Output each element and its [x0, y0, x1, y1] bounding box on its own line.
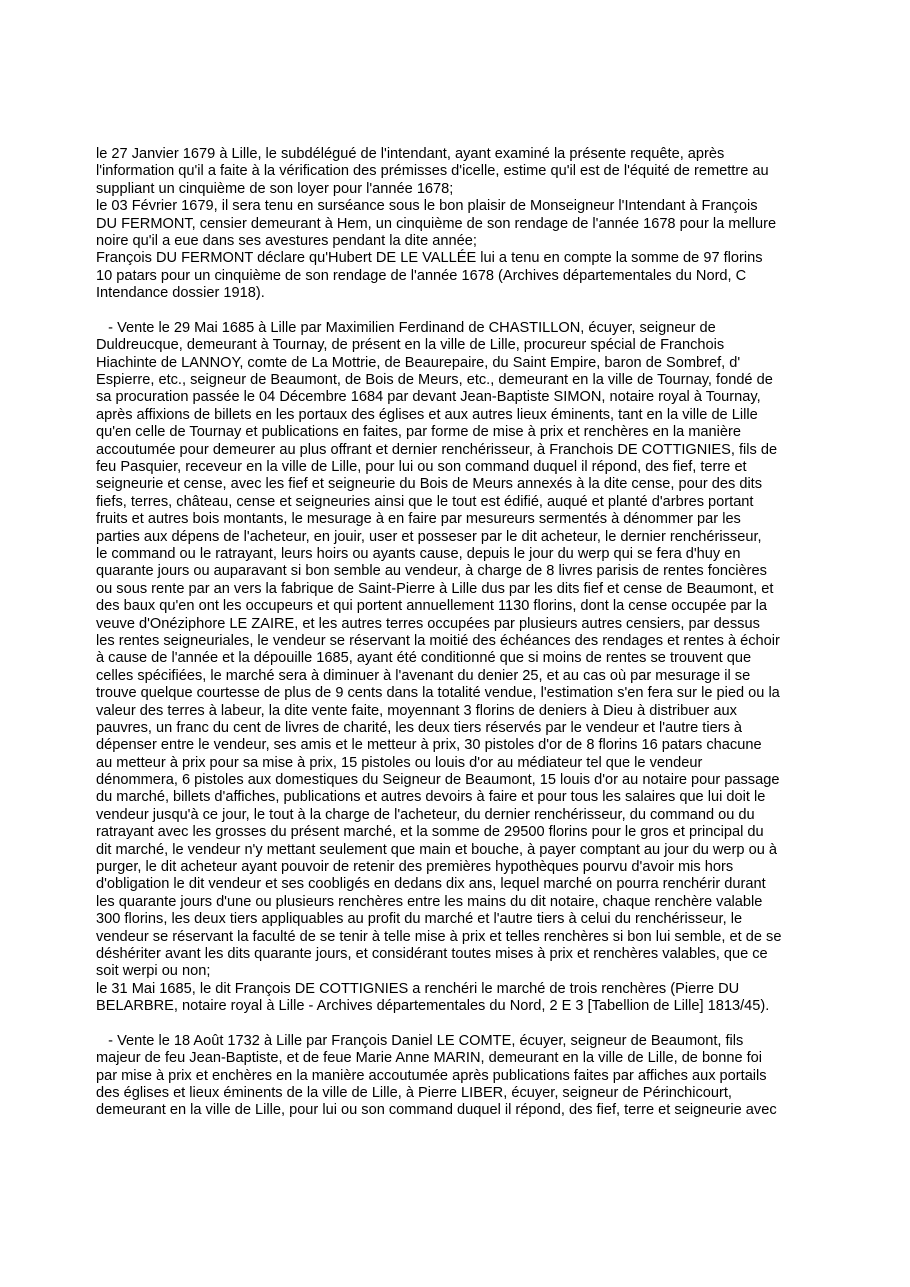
text-line: sa procuration passée le 04 Décembre 1684 par devant Jean-Baptiste SIMON, notaire royal à Tournay, — [96, 389, 761, 406]
text-line: d'obligation le dit vendeur et ses coobligés en dedans dix ans, lequel marché on pourra renchérir durant — [96, 876, 766, 893]
text-line: celles spécifiées, le marché sera à diminuer à l'avenant du denier 25, et au cas où par mesurage il se — [96, 667, 751, 684]
text-line: le 03 Février 1679, il sera tenu en surséance sous le bon plaisir de Monseigneur l'Intendant à François — [96, 198, 758, 215]
text-line: purger, le dit acheteur ayant pouvoir de retenir des premières hypothèques pourvu d'avoir mis hors — [96, 859, 734, 876]
text-line: vendeur jusqu'à ce jour, le tout à la charge de l'acheteur, du dernier renchérisseur, du command ou du — [96, 806, 755, 823]
text-line: des baux qu'en ont les occupeurs et qui portent annuellement 1130 florins, dont la cense occupée par la — [96, 598, 768, 615]
text-line: soit werpi ou non; — [96, 963, 211, 980]
text-line: trouve quelque courtesse de plus de 9 cents dans la totalité vendue, l'estimation s'en fera sur le pied ou la — [96, 685, 780, 702]
text-line: BELARBRE, notaire royal à Lille - Archives départementales du Nord, 2 E 3 [Tabellion de Lille] 1813/45). — [96, 998, 770, 1015]
text-line: majeur de feu Jean-Baptiste, et de feue Marie Anne MARIN, demeurant en la ville de Lille, de bonne foi — [96, 1050, 763, 1067]
paragraph-intendance-1679 — [96, 146, 824, 303]
text-line: après affixions de billets en les portaux des églises et aux autres lieux éminents, tant en la ville de Lille — [96, 406, 758, 423]
text-line: dit marché, le vendeur n'y mettant seulement que main et bouche, à payer comptant au jour du werp ou à — [96, 841, 777, 858]
text-line: veuve d'Onéziphore LE ZAIRE, et les autres terres occupées par plusieurs autres censiers, par dessus — [96, 615, 760, 632]
text-line: accoutumée pour demeurer au plus offrant et dernier renchérisseur, à Franchois DE COTTIGNIES, fils de — [96, 441, 778, 458]
text-line: au metteur à prix pour sa mise à prix, 15 pistoles ou louis d'or au médiateur tel que le vendeur — [96, 754, 703, 771]
text-line: le command ou le ratrayant, leurs hoirs ou ayants cause, depuis le jour du werp qui se fera d'huy en — [96, 545, 741, 562]
text-line: dépenser entre le vendeur, ses amis et le metteur à prix, 30 pistoles d'or de 8 florins 16 patars chacune — [96, 737, 762, 754]
paragraph-spacer — [96, 303, 824, 320]
text-line: pauvres, un franc du cent de livres de charité, les deux tiers réservés par le vendeur et l'autre tiers à — [96, 719, 743, 736]
text-line: parties aux dépens de l'acheteur, en jouir, user et posseser par le dit acheteur, le dernier renchérisseur, — [96, 528, 762, 545]
text-line: Intendance dossier 1918). — [96, 285, 265, 302]
text-line: François DU FERMONT déclare qu'Hubert DE LE VALLÉE lui a tenu en compte la somme de 97 florins — [96, 250, 763, 267]
text-line: valeur des terres à labeur, la dite vente faite, moyennant 3 florins de deniers à Dieu à distribuer aux — [96, 702, 737, 719]
text-line: quarante jours ou auparavant si bon semble au vendeur, à charge de 8 livres parisis de rentes foncières — [96, 563, 767, 580]
text-line: les rentes seigneuriales, le vendeur se réservant la moitié des échéances des rendages et rentes à échoir — [96, 632, 780, 649]
text-line: vendeur se réservant la faculté de se tenir à telle mise à prix et telles renchères si bon lui semble, et de se — [96, 928, 782, 945]
text-line: à cause de l'année et la dépouille 1685, ayant été conditionné que si moins de rentes se trouvent que — [96, 650, 752, 667]
text-line: les quarante jours d'une ou plusieurs renchères entre les mains du dit notaire, chaque renchère valable — [96, 893, 763, 910]
text-line: le 27 Janvier 1679 à Lille, le subdélégué de l'intendant, ayant examiné la présente requête, après — [96, 146, 725, 162]
text-line: DU FERMONT, censier demeurant à Hem, un cinquième de son rendage de l'année 1678 pour la mellure — [96, 215, 777, 232]
text-line: noire qu'il a eue dans ses avestures pendant la dite année; — [96, 232, 477, 249]
text-line: Espierre, etc., seigneur de Beaumont, de Bois de Meurs, etc., demeurant en la ville de Tournay, fondé de — [96, 372, 773, 389]
text-line: Hiachinte de LANNOY, comte de La Mottrie, de Beaurepaire, du Saint Empire, baron de Sombref, d' — [96, 354, 741, 371]
text-line: qu'en celle de Tournay et publications en faites, par forme de mise à prix et renchères en la manière — [96, 424, 742, 441]
text-line: seigneurie et cense, avec les fief et seigneurie du Bois de Meurs annexés à la dite cense, pour des dits — [96, 476, 763, 493]
paragraph-spacer — [96, 1016, 824, 1033]
text-line: du marché, billets d'affiches, publications et autres devoirs à faire et pour tous les salaires que lui doit le — [96, 789, 766, 806]
text-line: demeurant en la ville de Lille, pour lui ou son command duquel il répond, des fief, terre et seigneurie avec — [96, 1102, 777, 1119]
document-page — [96, 146, 824, 1120]
text-line: ou sous rente par an vers la fabrique de Saint-Pierre à Lille dus par les dits fief et cense de Beaumont, et — [96, 580, 774, 597]
text-line: déshériter avant les dits quarante jours, et considérant toutes mises à prix et renchères valables, que ce — [96, 945, 768, 962]
text-line: Duldreucque, demeurant à Tournay, de présent en la ville de Lille, procureur spécial de Franchois — [96, 337, 725, 354]
text-line: 10 patars pour un cinquième de son rendage de l'année 1678 (Archives départementales du Nord, C — [96, 267, 747, 284]
text-line: des églises et lieux éminents de la ville de Lille, à Pierre LIBER, écuyer, seigneur de Périnchicourt, — [96, 1085, 732, 1102]
text-line: l'information qu'il a faite à la vérification des prémisses d'icelle, estime qu'il est de l'équité de remettre au — [96, 163, 769, 180]
text-line: - Vente le 29 Mai 1685 à Lille par Maximilien Ferdinand de CHASTILLON, écuyer, seigneur de — [96, 319, 716, 336]
text-line: fiefs, terres, château, cense et seigneuries ainsi que le tout est édifié, auqué et planté d'arbres portant — [96, 493, 754, 510]
text-line: le 31 Mai 1685, le dit François DE COTTIGNIES a renchéri le marché de trois renchères (Pierre DU — [96, 980, 740, 997]
text-line: fruits et autres bois montants, le mesurage à en faire par mesureurs sermentés à dénommer par les — [96, 511, 741, 528]
text-line: - Vente le 18 Août 1732 à Lille par François Daniel LE COMTE, écuyer, seigneur de Beaumont, fils — [96, 1032, 744, 1049]
text-line: par mise à prix et enchères en la manière accoutumée après publications faites par affiches aux portails — [96, 1067, 767, 1084]
text-line: 300 florins, les deux tiers appliquables au profit du marché et l'autre tiers à celui du renchérisseur, le — [96, 911, 743, 928]
text-line: suppliant un cinquième de son loyer pour l'année 1678; — [96, 180, 454, 197]
paragraph-vente-1732 — [96, 1033, 824, 1120]
text-line: feu Pasquier, receveur en la ville de Lille, pour lui ou son command duquel il répond, des fief, terre et — [96, 459, 747, 476]
text-line: ratrayant avec les grosses du présent marché, et la somme de 29500 florins pour le gros et principal du — [96, 824, 764, 841]
paragraph-vente-1685 — [96, 320, 824, 1016]
text-line: dénommera, 6 pistoles aux domestiques du Seigneur de Beaumont, 15 louis d'or au notaire pour passage — [96, 772, 780, 789]
